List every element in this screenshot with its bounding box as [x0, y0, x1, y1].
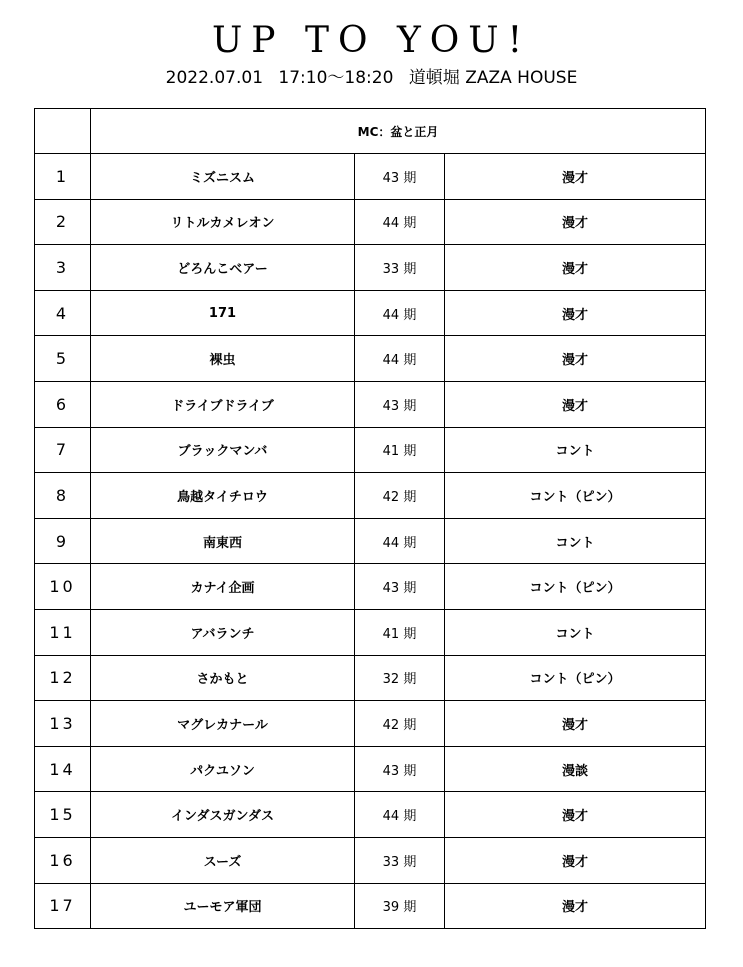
performance-style: 漫才 [445, 701, 706, 747]
performer-name: 南東西 [91, 518, 355, 564]
performer-name: 171 [91, 290, 355, 336]
performer-name: ユーモア軍団 [91, 883, 355, 929]
table-row [35, 473, 706, 519]
table-row [35, 336, 706, 382]
performer-generation: 39 期 [355, 883, 445, 929]
row-number: 15 [35, 792, 91, 838]
performer-generation: 43 期 [355, 746, 445, 792]
row-number: 6 [35, 381, 91, 427]
performer-generation: 43 期 [355, 564, 445, 610]
event-date: 2022.07.01 [165, 68, 264, 88]
table-row [35, 883, 706, 929]
performer-generation: 42 期 [355, 473, 445, 519]
performer-name: スーズ [91, 837, 355, 883]
table-row [35, 245, 706, 291]
performer-generation: 41 期 [355, 427, 445, 473]
performance-style: 漫才 [445, 381, 706, 427]
event-info [0, 66, 743, 90]
performer-generation: 44 期 [355, 336, 445, 382]
row-number: 10 [35, 564, 91, 610]
row-number: 7 [35, 427, 91, 473]
event-venue: 道頓堀 ZAZA HOUSE [408, 68, 578, 88]
row-number: 4 [35, 290, 91, 336]
performer-name: 裸虫 [91, 336, 355, 382]
table-row [35, 381, 706, 427]
table-row [35, 290, 706, 336]
performer-name: ミズニスム [91, 154, 355, 200]
table-row [35, 701, 706, 747]
row-number: 5 [35, 336, 91, 382]
performer-name: ドライブドライブ [91, 381, 355, 427]
performer-name: パクユソン [91, 746, 355, 792]
mc-row-blank-cell [35, 109, 91, 154]
table-row [35, 655, 706, 701]
performance-style: 漫才 [445, 792, 706, 838]
table-row [35, 609, 706, 655]
table-row [35, 746, 706, 792]
performer-name: リトルカメレオン [91, 199, 355, 245]
mc-row [35, 109, 706, 154]
row-number: 13 [35, 701, 91, 747]
table-row [35, 518, 706, 564]
performance-style: コント [445, 518, 706, 564]
performer-name: どろんこベアー [91, 245, 355, 291]
performer-name: 鳥越タイチロウ [91, 473, 355, 519]
performer-generation: 44 期 [355, 290, 445, 336]
table-row [35, 154, 706, 200]
performer-name: カナイ企画 [91, 564, 355, 610]
performer-name: マグレカナール [91, 701, 355, 747]
performance-style: 漫才 [445, 245, 706, 291]
event-time: 17:10〜18:20 [278, 68, 394, 88]
performer-generation: 43 期 [355, 154, 445, 200]
row-number: 2 [35, 199, 91, 245]
performer-generation: 44 期 [355, 199, 445, 245]
performer-generation: 33 期 [355, 245, 445, 291]
table-row [35, 427, 706, 473]
row-number: 14 [35, 746, 91, 792]
row-number: 17 [35, 883, 91, 929]
performance-style: コント（ピン） [445, 564, 706, 610]
table-row [35, 199, 706, 245]
performer-generation: 42 期 [355, 701, 445, 747]
performance-style: コント（ピン） [445, 655, 706, 701]
row-number: 3 [35, 245, 91, 291]
performance-style: コント [445, 427, 706, 473]
performance-style: 漫才 [445, 199, 706, 245]
event-title: UP TO YOU! [211, 20, 532, 61]
performance-style: 漫才 [445, 883, 706, 929]
row-number: 9 [35, 518, 91, 564]
performance-style: コント（ピン） [445, 473, 706, 519]
performance-style: 漫才 [445, 290, 706, 336]
row-number: 1 [35, 154, 91, 200]
table-row [35, 837, 706, 883]
row-number: 11 [35, 609, 91, 655]
performer-generation: 43 期 [355, 381, 445, 427]
row-number: 16 [35, 837, 91, 883]
table-row [35, 792, 706, 838]
lineup-table [34, 108, 706, 929]
performer-name: アバランチ [91, 609, 355, 655]
table-row [35, 564, 706, 610]
performance-style: 漫才 [445, 837, 706, 883]
performer-generation: 41 期 [355, 609, 445, 655]
mc-label: MC：盆と正月 [91, 109, 706, 154]
performance-style: 漫才 [445, 154, 706, 200]
performer-name: インダスガンダス [91, 792, 355, 838]
performer-name: さかもと [91, 655, 355, 701]
performer-generation: 33 期 [355, 837, 445, 883]
performer-name: ブラックマンバ [91, 427, 355, 473]
performance-style: コント [445, 609, 706, 655]
performance-style: 漫才 [445, 336, 706, 382]
performance-style: 漫談 [445, 746, 706, 792]
performer-generation: 44 期 [355, 518, 445, 564]
performer-generation: 32 期 [355, 655, 445, 701]
performer-generation: 44 期 [355, 792, 445, 838]
row-number: 12 [35, 655, 91, 701]
row-number: 8 [35, 473, 91, 519]
